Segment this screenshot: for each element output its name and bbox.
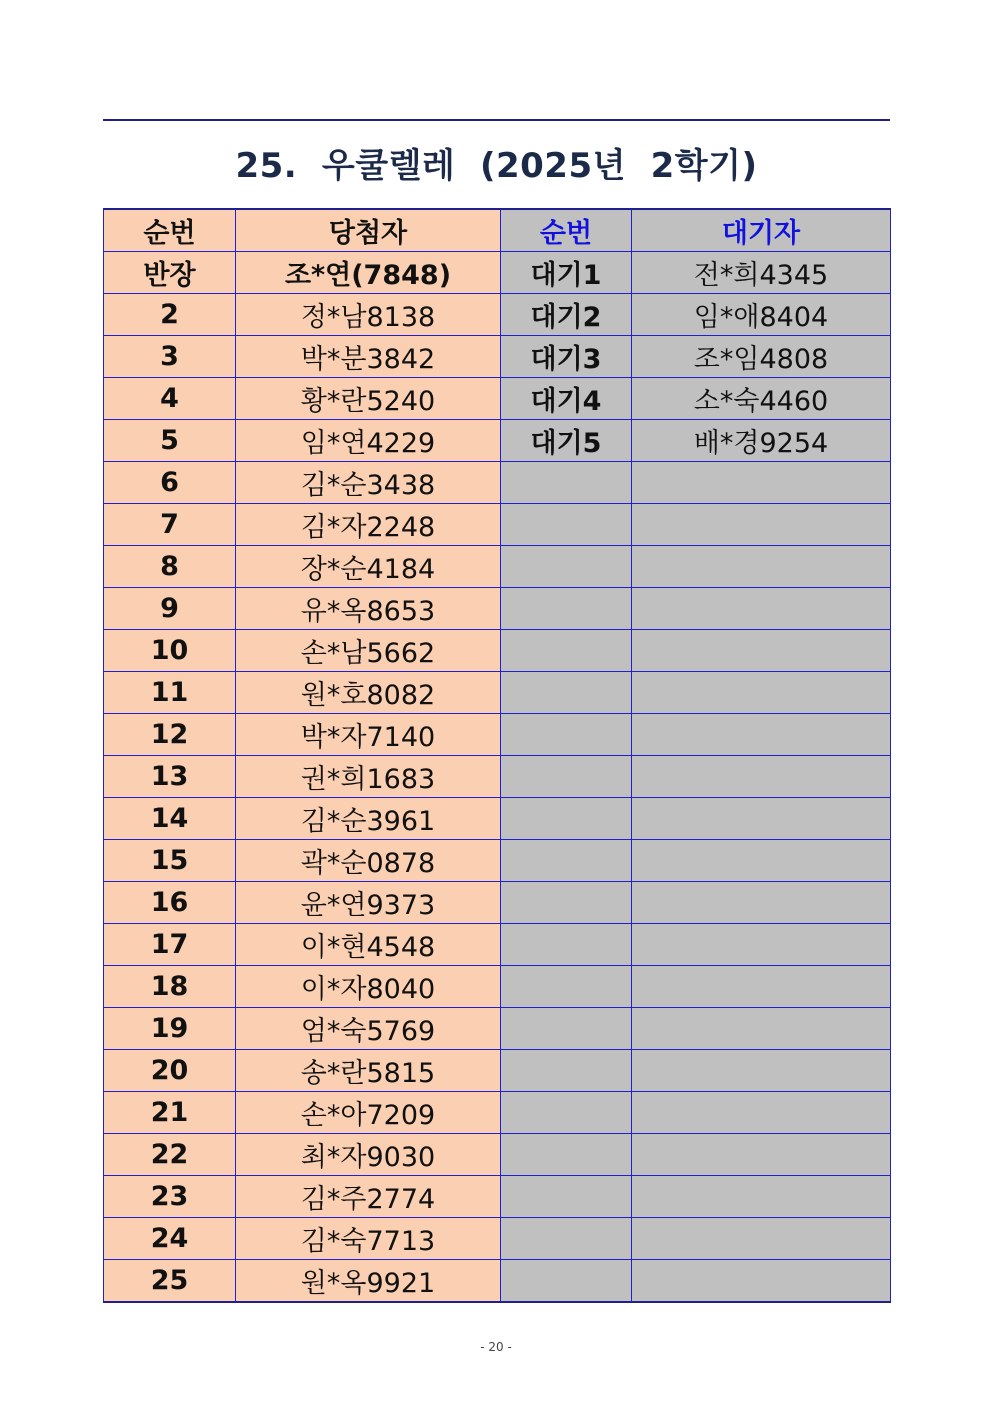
row-wait-seq: 대기5 xyxy=(501,420,632,462)
row-wait-seq xyxy=(501,504,632,546)
row-winner: 김*순3438 xyxy=(236,462,501,504)
row-waiter xyxy=(632,882,891,924)
table-row xyxy=(104,1176,891,1218)
row-wait-seq: 대기1 xyxy=(501,252,632,294)
row-wait-seq xyxy=(501,546,632,588)
row-waiter xyxy=(632,714,891,756)
row-wait-seq xyxy=(501,462,632,504)
row-waiter: 전*희4345 xyxy=(632,252,891,294)
row-winner: 박*자7140 xyxy=(236,714,501,756)
row-waiter xyxy=(632,504,891,546)
row-wait-seq xyxy=(501,882,632,924)
row-winner: 송*란5815 xyxy=(236,1050,501,1092)
row-waiter xyxy=(632,924,891,966)
row-wait-seq xyxy=(501,756,632,798)
row-wait-seq xyxy=(501,1176,632,1218)
row-seq: 반장 xyxy=(104,252,236,294)
row-seq: 8 xyxy=(104,546,236,588)
row-wait-seq xyxy=(501,588,632,630)
row-waiter xyxy=(632,966,891,1008)
header-wait-seq: 순번 xyxy=(501,209,632,252)
row-wait-seq xyxy=(501,840,632,882)
row-waiter xyxy=(632,840,891,882)
row-wait-seq xyxy=(501,714,632,756)
row-wait-seq: 대기4 xyxy=(501,378,632,420)
row-winner: 손*남5662 xyxy=(236,630,501,672)
table-row xyxy=(104,462,891,504)
row-winner: 황*란5240 xyxy=(236,378,501,420)
row-waiter xyxy=(632,672,891,714)
header-winner: 당첨자 xyxy=(236,209,501,252)
row-seq: 11 xyxy=(104,672,236,714)
table-row xyxy=(104,420,891,462)
roster-table xyxy=(103,208,891,1303)
row-waiter xyxy=(632,588,891,630)
row-seq: 9 xyxy=(104,588,236,630)
row-waiter xyxy=(632,1008,891,1050)
row-waiter xyxy=(632,1092,891,1134)
row-winner: 정*남8138 xyxy=(236,294,501,336)
row-waiter: 배*경9254 xyxy=(632,420,891,462)
row-waiter xyxy=(632,462,891,504)
row-waiter xyxy=(632,1050,891,1092)
row-wait-seq xyxy=(501,966,632,1008)
table-row xyxy=(104,1050,891,1092)
row-wait-seq xyxy=(501,630,632,672)
row-wait-seq xyxy=(501,1092,632,1134)
header-seq: 순번 xyxy=(104,209,236,252)
table-row xyxy=(104,1092,891,1134)
row-winner: 원*호8082 xyxy=(236,672,501,714)
row-seq: 13 xyxy=(104,756,236,798)
row-waiter: 조*임4808 xyxy=(632,336,891,378)
row-winner: 이*현4548 xyxy=(236,924,501,966)
table-row xyxy=(104,1218,891,1260)
table-row xyxy=(104,840,891,882)
row-wait-seq xyxy=(501,924,632,966)
table-row xyxy=(104,336,891,378)
row-winner: 장*순4184 xyxy=(236,546,501,588)
page-number: - 20 - xyxy=(480,1340,512,1354)
table-row xyxy=(104,504,891,546)
row-winner: 원*옥9921 xyxy=(236,1260,501,1303)
row-wait-seq: 대기2 xyxy=(501,294,632,336)
table-header-row xyxy=(104,209,891,252)
row-waiter: 임*애8404 xyxy=(632,294,891,336)
row-waiter: 소*숙4460 xyxy=(632,378,891,420)
table-row xyxy=(104,294,891,336)
row-seq: 2 xyxy=(104,294,236,336)
row-winner: 이*자8040 xyxy=(236,966,501,1008)
table-row xyxy=(104,588,891,630)
row-seq: 6 xyxy=(104,462,236,504)
row-waiter xyxy=(632,1176,891,1218)
page-title: 25. 우쿨렐레 (2025년 2학기) xyxy=(235,146,758,186)
row-waiter xyxy=(632,1134,891,1176)
row-wait-seq xyxy=(501,798,632,840)
row-winner: 손*아7209 xyxy=(236,1092,501,1134)
row-winner: 김*자2248 xyxy=(236,504,501,546)
table-row xyxy=(104,252,891,294)
table-row xyxy=(104,672,891,714)
row-seq: 18 xyxy=(104,966,236,1008)
row-wait-seq: 대기3 xyxy=(501,336,632,378)
table-row xyxy=(104,798,891,840)
row-wait-seq xyxy=(501,672,632,714)
row-waiter xyxy=(632,798,891,840)
table-row xyxy=(104,546,891,588)
table-row xyxy=(104,924,891,966)
table-row xyxy=(104,966,891,1008)
header-waiter: 대기자 xyxy=(632,209,891,252)
row-waiter xyxy=(632,1218,891,1260)
row-seq: 5 xyxy=(104,420,236,462)
row-winner: 엄*숙5769 xyxy=(236,1008,501,1050)
row-winner: 조*연(7848) xyxy=(236,252,501,294)
row-wait-seq xyxy=(501,1050,632,1092)
row-waiter xyxy=(632,756,891,798)
row-wait-seq xyxy=(501,1134,632,1176)
row-waiter xyxy=(632,1260,891,1303)
row-seq: 16 xyxy=(104,882,236,924)
table-row xyxy=(104,378,891,420)
row-winner: 곽*순0878 xyxy=(236,840,501,882)
row-winner: 박*분3842 xyxy=(236,336,501,378)
row-seq: 14 xyxy=(104,798,236,840)
row-seq: 10 xyxy=(104,630,236,672)
row-winner: 김*순3961 xyxy=(236,798,501,840)
row-winner: 최*자9030 xyxy=(236,1134,501,1176)
row-winner: 유*옥8653 xyxy=(236,588,501,630)
row-seq: 12 xyxy=(104,714,236,756)
row-wait-seq xyxy=(501,1008,632,1050)
row-seq: 25 xyxy=(104,1260,236,1303)
row-seq: 17 xyxy=(104,924,236,966)
row-wait-seq xyxy=(501,1218,632,1260)
row-wait-seq xyxy=(501,1260,632,1303)
row-winner: 윤*연9373 xyxy=(236,882,501,924)
row-winner: 김*주2774 xyxy=(236,1176,501,1218)
table-row xyxy=(104,1008,891,1050)
row-seq: 4 xyxy=(104,378,236,420)
row-seq: 21 xyxy=(104,1092,236,1134)
row-seq: 3 xyxy=(104,336,236,378)
row-seq: 15 xyxy=(104,840,236,882)
row-waiter xyxy=(632,630,891,672)
row-waiter xyxy=(632,546,891,588)
row-winner: 권*희1683 xyxy=(236,756,501,798)
row-seq: 7 xyxy=(104,504,236,546)
row-seq: 20 xyxy=(104,1050,236,1092)
table-row xyxy=(104,756,891,798)
row-seq: 24 xyxy=(104,1218,236,1260)
row-seq: 22 xyxy=(104,1134,236,1176)
top-rule xyxy=(103,119,890,121)
table-row xyxy=(104,714,891,756)
table-row xyxy=(104,630,891,672)
table-row xyxy=(104,1134,891,1176)
row-seq: 23 xyxy=(104,1176,236,1218)
table-row xyxy=(104,1260,891,1303)
row-seq: 19 xyxy=(104,1008,236,1050)
table-row xyxy=(104,882,891,924)
row-winner: 임*연4229 xyxy=(236,420,501,462)
row-winner: 김*숙7713 xyxy=(236,1218,501,1260)
